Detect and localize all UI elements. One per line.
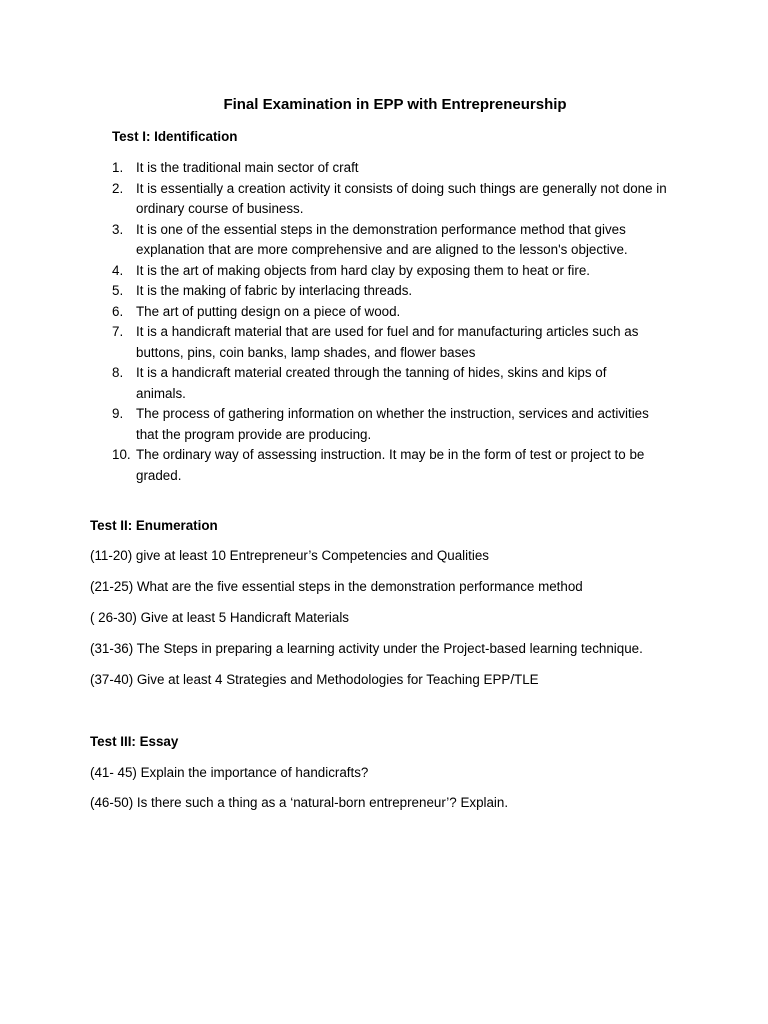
essay-item: (46-50) Is there such a thing as a ‘natural-born entrepreneur’? Explain. [90, 795, 509, 810]
item-text: The art of putting design on a piece of wood. [136, 303, 401, 319]
item-text: It is essentially a creation activity it consists of doing such things are generally not done in ordinary course of business. [136, 180, 667, 216]
list-item [112, 322, 672, 363]
list-item [112, 445, 672, 486]
exam-title: Final Examination in EPP with Entrepreneurship [223, 96, 567, 113]
item-number: 5. [112, 283, 124, 298]
essay-item: (41- 45) Explain the importance of handicrafts? [90, 765, 369, 780]
list-item [112, 179, 672, 220]
list-item [112, 220, 672, 261]
enumeration-item: (11-20) give at least 10 Entrepreneur’s Competencies and Qualities [90, 548, 489, 563]
list-item [112, 261, 672, 282]
item-number: 6. [112, 303, 124, 319]
enumeration-item: ( 26-30) Give at least 5 Handicraft Materials [90, 610, 349, 625]
item-number: 2. [112, 180, 124, 196]
item-text: It is the traditional main sector of craft [136, 160, 359, 175]
test3-heading: Test III: Essay [90, 734, 179, 749]
item-text: It is a handicraft material that are used for fuel and for manufacturing articles such as buttons, pins, coin banks, lamp shades, and flower bases [136, 324, 639, 360]
item-text: It is the art of making objects from hard clay by exposing them to heat or fire. [136, 262, 591, 278]
item-text: The process of gathering information on whether the instruction, services and activities that the program provide are producing. [136, 406, 649, 442]
item-number: 4. [112, 262, 124, 278]
test2-heading: Test II: Enumeration [90, 518, 218, 533]
item-text: It is one of the essential steps in the demonstration performance method that gives explanation that are more comprehensive and are aligned to the lesson's objective. [136, 221, 628, 257]
test1-heading: Test I: Identification [112, 129, 238, 144]
list-item [112, 404, 672, 445]
list-item [112, 302, 672, 323]
item-number: 9. [112, 406, 124, 421]
enumeration-item: (21-25) What are the five essential steps in the demonstration performance method [90, 579, 583, 594]
list-item [112, 363, 672, 404]
item-number: 7. [112, 324, 124, 339]
item-number: 3. [112, 221, 124, 237]
identification-list [112, 158, 672, 486]
list-item [112, 281, 672, 302]
item-number: 1. [112, 160, 124, 175]
item-number: 10. [112, 447, 131, 462]
item-number: 8. [112, 365, 124, 380]
list-item [112, 158, 672, 179]
enumeration-item: (37-40) Give at least 4 Strategies and Methodologies for Teaching EPP/TLE [90, 672, 539, 687]
item-text: It is the making of fabric by interlacing threads. [136, 283, 413, 298]
item-text: It is a handicraft material created through the tanning of hides, skins and kips of animals. [136, 365, 607, 401]
item-text: The ordinary way of assessing instruction. It may be in the form of test or project to be graded. [136, 447, 645, 483]
enumeration-item: (31-36) The Steps in preparing a learning activity under the Project-based learning technique. [90, 641, 643, 656]
